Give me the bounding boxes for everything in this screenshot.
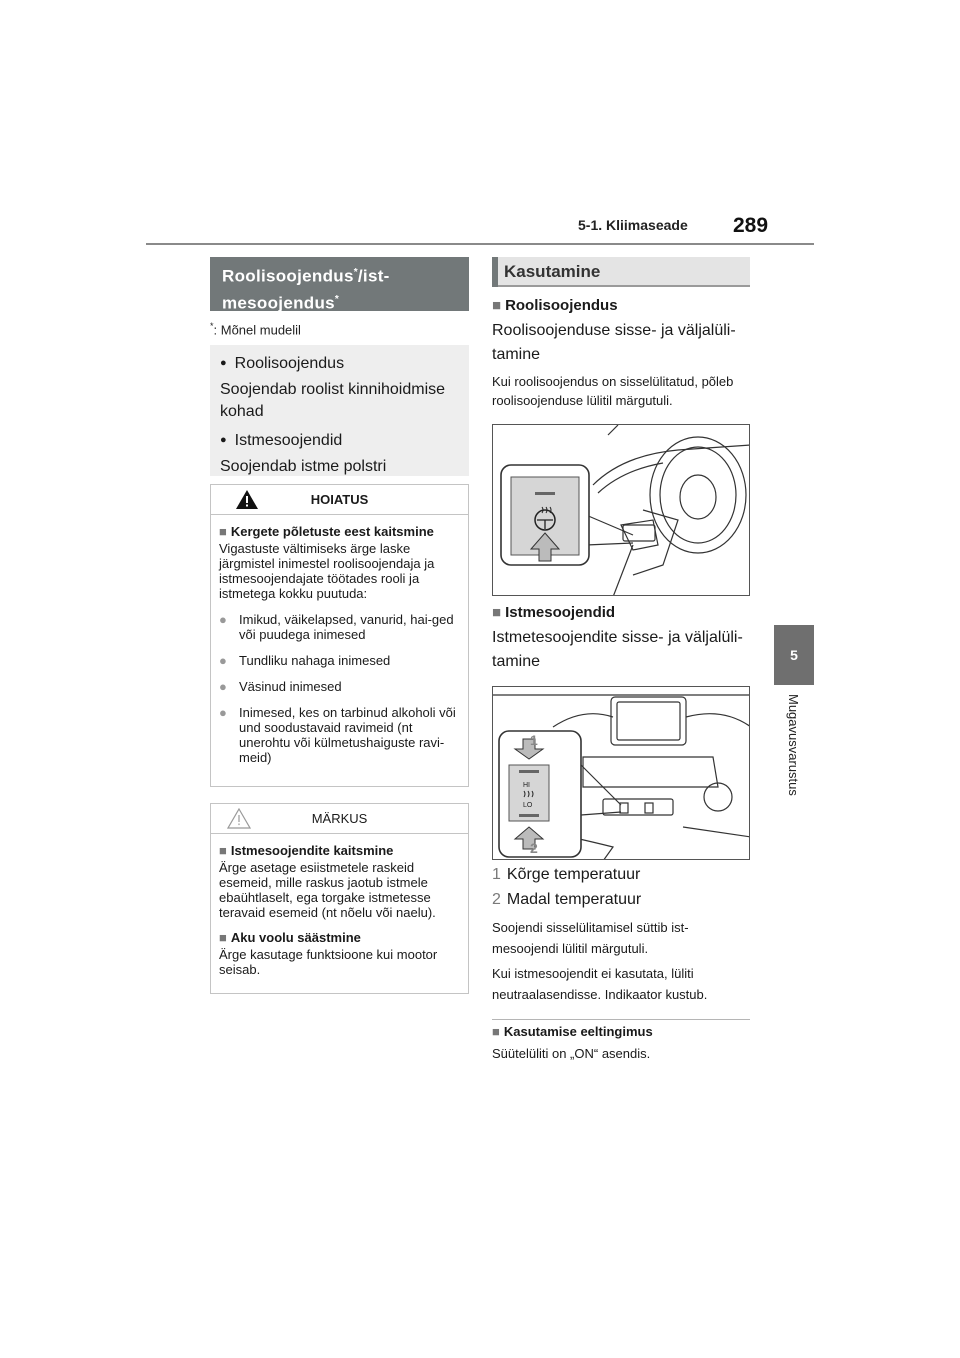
- warning-item: [219, 612, 460, 642]
- bullet-circle-icon: ●: [219, 679, 227, 694]
- asterisk-mark: *: [353, 267, 358, 278]
- warning-intro: Vigastuste vältimiseks ärge laske järgmistel inimestel roolisoojendaja ja istmesoojendajate töötades rooli ja istmetega kokku puutuda:: [219, 541, 435, 601]
- item-steering-heater-desc: Soojendab roolist kinnihoidmise kohad: [220, 381, 446, 420]
- label-hi: HI: [523, 782, 530, 789]
- warning-item-text: Inimesed, kes on tarbinud alkoholi või und soodustavaid ravimeid (nt unerohtu või külmetushaiguste ravi-meid): [239, 705, 456, 765]
- conditions-text: Süütelüliti on „ON“ asendis.: [492, 1046, 651, 1061]
- seat-switch-title: Istmetesoojendite sisse- ja väljalüli-tamine: [492, 629, 743, 670]
- warning-item: [219, 705, 460, 765]
- section-title-line1-suffix: /ist-: [357, 266, 390, 286]
- notice-title: MÄRKUS: [311, 811, 368, 826]
- notice-text-battery: Ärge kasutage funktsioone kui mootor seisab.: [219, 947, 438, 977]
- footnote-mark: *: [210, 321, 214, 331]
- dashboard-steering-drawing: [493, 425, 750, 596]
- section-title-usage: Kasutamine: [492, 257, 750, 287]
- warning-header: [211, 485, 468, 515]
- warning-title: HOIATUS: [310, 492, 369, 507]
- chapter-tab-label: Mugavusvarustus: [786, 694, 801, 796]
- steering-switch-text: Kui roolisoojendus on sisselülitatud, põleb roolisoojenduse lülitil märgutuli.: [492, 374, 734, 408]
- item-steering-heater: ● Roolisoojendus: [220, 352, 459, 375]
- asterisk-mark-2: *: [334, 293, 340, 305]
- list-text-high: Kõrge temperatuur: [506, 866, 641, 883]
- sub-heading-steering: [492, 297, 750, 314]
- list-num-2: 2: [492, 891, 501, 908]
- notice-heading-seat: ■ Istmesoojendite kaitsmine: [219, 843, 460, 858]
- feature-summary-box: [210, 345, 469, 476]
- list-num-1: 1: [492, 866, 501, 883]
- item-seat-heaters: ● Istmesoojendid: [220, 429, 459, 452]
- warning-box: [210, 484, 469, 787]
- seat-heater-illustration: [492, 686, 750, 860]
- bullet-circle-icon: ●: [219, 705, 227, 720]
- chapter-tab[interactable]: 5: [774, 625, 814, 685]
- list-item-low: [492, 888, 750, 912]
- conditions-heading: [492, 1024, 750, 1039]
- page-number: 289: [733, 214, 769, 237]
- warning-item-text: Imikud, väikelapsed, vanurid, hai-ged või puudega inimesed: [239, 612, 454, 642]
- list-text-low: Madal temperatuur: [506, 891, 642, 908]
- warning-item-text: Väsinud inimesed: [239, 679, 342, 694]
- sub-heading-steering-text: ■ Roolisoojendus: [492, 297, 750, 314]
- seat-neutral-text: Kui istmesoojendit ei kasutata, lüliti neutraalasendisse. Indikaator kustub.: [492, 966, 708, 1002]
- section-title-heating: [210, 257, 469, 311]
- label-lo: LO: [523, 802, 533, 809]
- dashboard-seat-drawing: [493, 687, 750, 860]
- section-title-line2: mesoojendus: [222, 293, 335, 313]
- bullet-circle-icon: ●: [219, 653, 227, 668]
- callout-1: 1: [530, 732, 538, 748]
- seat-indicator-text: Soojendi sisselülitamisel süttib ist-mesoojendi lülitil märgutuli.: [492, 920, 689, 956]
- bullet-circle-icon: ●: [219, 612, 227, 627]
- notice-text-seat: Ärge asetage esiistmetele raskeid esemeid, mille raskus jaotub istmele ebaühtlaselt, ega torgake istmetesse teravaid esemeid (nt nõelu või naelu).: [219, 860, 436, 920]
- warning-heading: ■ Kergete põletuste eest kaitsmine: [219, 524, 460, 539]
- list-item-high: [492, 863, 750, 887]
- chapter-title: 5-1. Kliimaseade: [578, 217, 688, 233]
- notice-heading-battery: ■ Aku voolu säästmine: [219, 930, 460, 945]
- notice-triangle-icon: [227, 808, 251, 829]
- steering-heater-illustration: [492, 424, 750, 596]
- callout-2: 2: [530, 840, 538, 856]
- steering-switch-title: Roolisoojenduse sisse- ja väljalüli-tamine: [492, 322, 736, 363]
- sub-heading-seat-text: ■ Istmesoojendid: [492, 604, 750, 621]
- section-title-line1: Roolisoojendus: [222, 266, 354, 286]
- notice-header: [211, 804, 468, 834]
- conditions-heading-text: ■ Kasutamise eeltingimus: [492, 1024, 750, 1039]
- warning-item: [219, 679, 460, 694]
- footnote: [210, 321, 301, 337]
- warning-triangle-icon: [235, 489, 259, 510]
- warning-item: [219, 653, 460, 668]
- item-seat-heaters-desc: Soojendab istme polstri: [220, 458, 387, 475]
- footnote-text: : Mõnel mudelil: [213, 322, 301, 338]
- section-divider: [492, 1019, 750, 1020]
- header-divider: [146, 243, 814, 245]
- notice-box: [210, 803, 469, 994]
- warning-item-text: Tundliku nahaga inimesed: [239, 653, 391, 668]
- sub-heading-seat: [492, 604, 750, 621]
